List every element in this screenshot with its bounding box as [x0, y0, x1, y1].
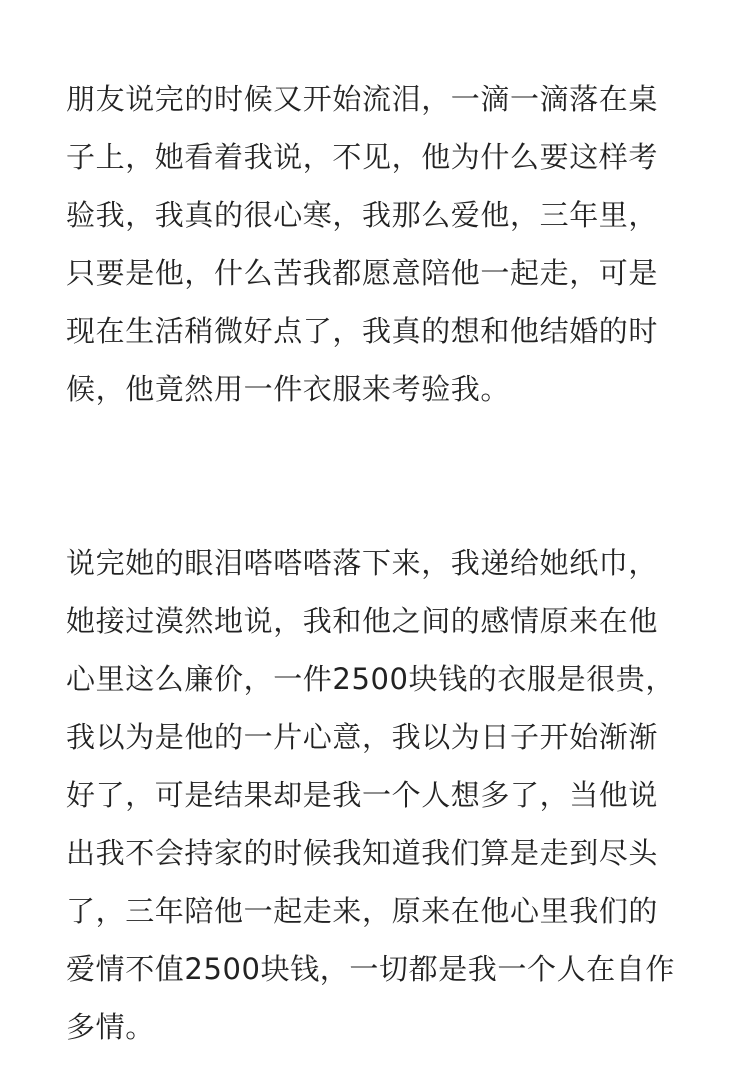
paragraph-1: [66, 70, 696, 418]
text-line: 朋友说完的时候又开始流泪，一滴一滴落在桌: [66, 82, 659, 116]
text-line: 好了，可是结果却是我一个人想多了，当他说: [66, 778, 659, 812]
text-line: 候，他竟然用一件衣服来考验我。: [66, 372, 511, 406]
text-line: 心里这么廉价，一件2500块钱的衣服是很贵，: [66, 662, 676, 696]
text-line: 我以为是他的一片心意，我以为日子开始渐渐: [66, 720, 659, 754]
text-line: 说完她的眼泪嗒嗒嗒落下来，我递给她纸巾，: [66, 546, 659, 580]
paragraph-2: [66, 534, 696, 1056]
text-line: 多情。: [66, 1010, 155, 1044]
article-body: [66, 70, 696, 1056]
text-line: 她接过漠然地说，我和他之间的感情原来在他: [66, 604, 659, 638]
text-line: 出我不会持家的时候我知道我们算是走到尽头: [66, 836, 659, 870]
text-line: 子上，她看着我说，不见，他为什么要这样考: [66, 140, 659, 174]
paragraph-spacer: [66, 418, 696, 534]
text-line: 爱情不值2500块钱，一切都是我一个人在自作: [66, 952, 676, 986]
text-line: 验我，我真的很心寒，我那么爱他，三年里，: [66, 198, 659, 232]
text-line: 只要是他，什么苦我都愿意陪他一起走，可是: [66, 256, 659, 290]
text-line: 了，三年陪他一起走来，原来在他心里我们的: [66, 894, 659, 928]
text-line: 现在生活稍微好点了，我真的想和他结婚的时: [66, 314, 659, 348]
